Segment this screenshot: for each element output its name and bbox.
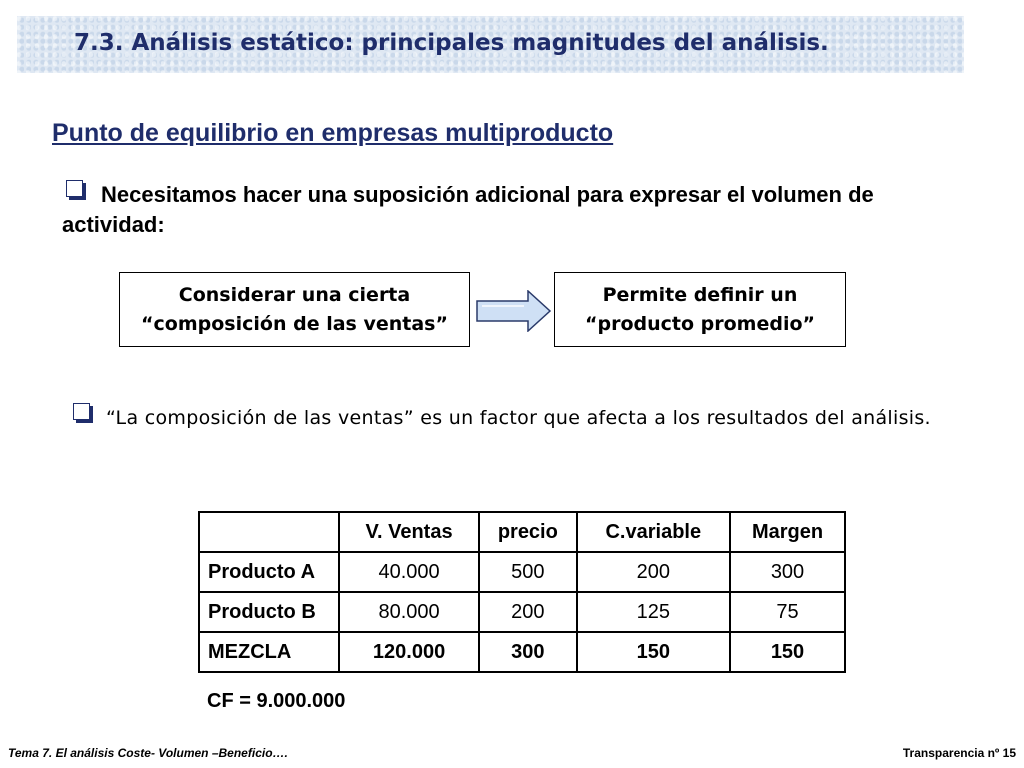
table-row <box>199 592 845 632</box>
table-cell: 300 <box>730 552 845 592</box>
row-label: MEZCLA <box>199 632 339 672</box>
table-header-cell <box>199 512 339 552</box>
table-header-cell: Margen <box>730 512 845 552</box>
table-cell: 200 <box>577 552 730 592</box>
table-cell: 300 <box>479 632 577 672</box>
slide-title: 7.3. Análisis estático: principales magnitudes del análisis. <box>74 30 829 56</box>
composition-box-line2: “composición de las ventas” <box>141 312 448 335</box>
average-product-box-line2: “producto promedio” <box>584 312 815 335</box>
composition-box-line1: Considerar una cierta <box>178 283 411 306</box>
bullet-text-2: “La composición de las ventas” es un factor que afecta a los resultados del análisis. <box>106 407 931 429</box>
table-cell: 200 <box>479 592 577 632</box>
footer-topic: Tema 7. El análisis Coste- Volumen –Beneficio…. <box>8 746 288 760</box>
bullet-text-1: Necesitamos hacer una suposición adicional para expresar el volumen de actividad: <box>62 182 874 237</box>
sales-mix-table <box>198 511 846 673</box>
row-label: Producto A <box>199 552 339 592</box>
table-cell: 120.000 <box>339 632 479 672</box>
row-label: Producto B <box>199 592 339 632</box>
table-cell: 150 <box>577 632 730 672</box>
table-cell: 75 <box>730 592 845 632</box>
table-cell: 150 <box>730 632 845 672</box>
footer-slide-number: Transparencia nº 15 <box>902 746 1016 760</box>
table-header-cell: C.variable <box>577 512 730 552</box>
table-cell: 500 <box>479 552 577 592</box>
table-cell: 80.000 <box>339 592 479 632</box>
table-header-cell: V. Ventas <box>339 512 479 552</box>
fixed-cost-label: CF = 9.000.000 <box>207 690 346 712</box>
average-product-box <box>554 272 846 347</box>
section-subtitle: Punto de equilibrio en empresas multiproducto <box>52 119 614 147</box>
table-header-cell: precio <box>479 512 577 552</box>
table-header-row <box>199 512 845 552</box>
right-arrow-icon <box>476 290 552 332</box>
average-product-box-line1: Permite definir un <box>602 283 798 306</box>
table-row-mix <box>199 632 845 672</box>
table-cell: 40.000 <box>339 552 479 592</box>
composition-box <box>119 272 470 347</box>
table-row <box>199 552 845 592</box>
table-cell: 125 <box>577 592 730 632</box>
